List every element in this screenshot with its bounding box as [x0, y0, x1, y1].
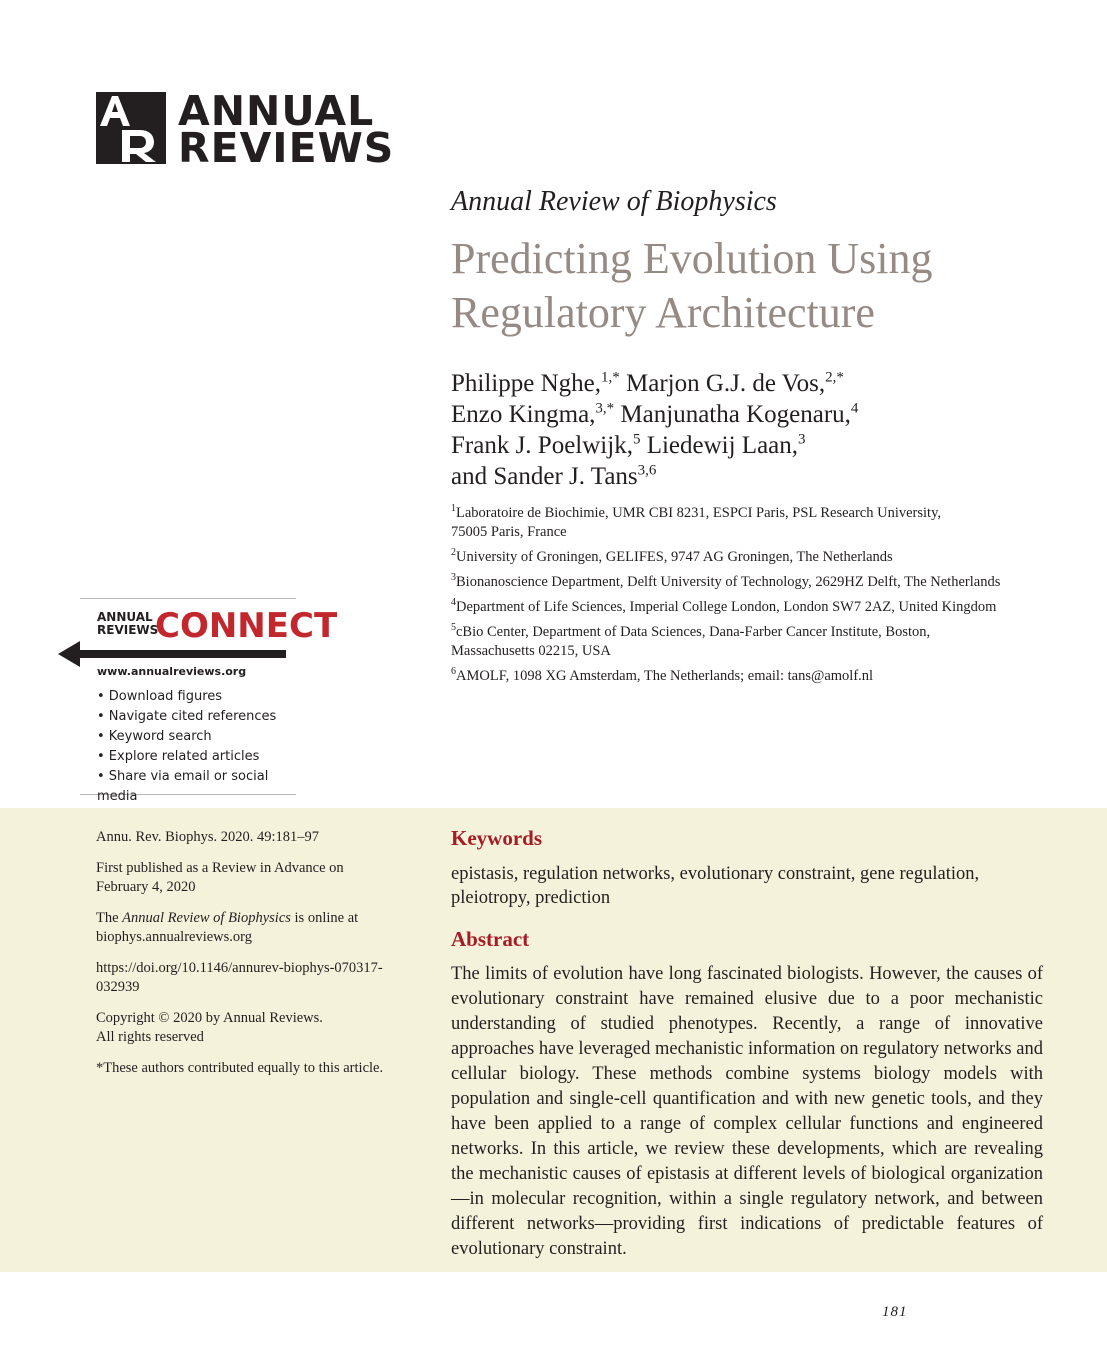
author-name: Philippe Nghe,	[451, 370, 601, 397]
connect-small-label	[97, 611, 158, 637]
affiliation-item	[451, 667, 1051, 686]
logo-word-annual: ANNUAL	[178, 87, 375, 135]
first-published-line-1: First published as a Review in Advance on	[96, 860, 344, 876]
page-number: 181	[882, 1304, 908, 1320]
connect-item-share[interactable]: • Share via email or social media	[97, 769, 269, 804]
connect-feature-list	[97, 687, 296, 807]
affiliation-item	[451, 573, 1051, 592]
connect-small-line-2: REVIEWS	[97, 623, 159, 637]
author-sup: 3,*	[595, 400, 615, 417]
affiliation-text: cBio Center, Department of Data Sciences, Dana-Farber Cancer Institute, Boston,	[456, 624, 931, 640]
author-sup: 3	[798, 431, 806, 448]
connect-item-keyword-search[interactable]: • Keyword search	[97, 729, 212, 744]
author-sup: 4	[850, 400, 859, 417]
logo-word-reviews: REVIEWS	[178, 124, 395, 172]
author-line	[451, 461, 1071, 492]
author-name: Enzo Kingma,	[451, 401, 596, 428]
author-name: Marjon G.J. de Vos,	[626, 370, 826, 397]
author-line	[451, 399, 1071, 430]
author-name: and Sander J. Tans	[451, 463, 638, 490]
copyright-line-1: Copyright © 2020 by Annual Reviews.	[96, 1010, 323, 1026]
affiliation-sup: 5	[451, 622, 456, 634]
affiliation-text-continued: Massachusetts 02215, USA	[451, 643, 611, 659]
affiliation-text: Bionanoscience Department, Delft University of Technology, 2629HZ Delft, The Netherlands	[456, 574, 1001, 590]
connect-box[interactable]	[80, 598, 338, 804]
ar-logo-mark-icon	[96, 92, 166, 164]
connect-item-explore-related[interactable]: • Explore related articles	[97, 749, 260, 764]
author-name: Manjunatha Kogenaru,	[620, 401, 851, 428]
author-sup: 1,*	[601, 369, 620, 386]
title-line-1: Predicting Evolution Using	[451, 234, 933, 283]
article-meta	[96, 828, 416, 1090]
affiliation-text-continued: 75005 Paris, France	[451, 524, 567, 540]
affiliation-sup: 6	[451, 666, 456, 678]
online-url-link[interactable]: biophys.annualreviews.org	[96, 929, 252, 945]
keywords-heading: Keywords	[451, 826, 542, 850]
doi-line-2: 032939	[96, 979, 140, 995]
title-line-2: Regulatory Architecture	[451, 288, 875, 337]
affiliation-text: University of Groningen, GELIFES, 9747 AG Groningen, The Netherlands	[456, 549, 893, 565]
author-sup: 5	[632, 431, 641, 448]
author-sup: 2,*	[825, 369, 844, 386]
author-name: Liedewij Laan,	[646, 432, 799, 459]
affiliation-item	[451, 623, 1051, 661]
copyright-line-2: All rights reserved	[96, 1029, 204, 1045]
article-title	[451, 232, 1071, 340]
author-list	[451, 368, 1071, 492]
author-name: Frank J. Poelwijk,	[451, 432, 633, 459]
online-note	[96, 909, 416, 947]
affiliation-text: Department of Life Sciences, Imperial College London, London SW7 2AZ, United Kingdom	[456, 599, 997, 615]
affiliation-item	[451, 598, 1051, 617]
affiliation-item	[451, 504, 1051, 542]
first-published-date: February 4, 2020	[96, 879, 196, 895]
connect-item-navigate-references[interactable]: • Navigate cited references	[97, 709, 277, 724]
affiliation-sup: 3	[451, 572, 456, 584]
online-note-post: is online at	[290, 910, 359, 926]
author-line	[451, 368, 1071, 399]
citation: Annu. Rev. Biophys. 2020. 49:181–97	[96, 829, 320, 845]
author-line	[451, 430, 1071, 461]
online-note-pre: The	[96, 910, 123, 926]
online-note-journal: Annual Review of Biophysics	[122, 910, 291, 926]
affiliation-list	[451, 504, 1051, 692]
journal-name: Annual Review of Biophysics	[451, 186, 777, 217]
connect-small-line-1: ANNUAL	[97, 610, 153, 624]
copyright	[96, 1009, 416, 1047]
affiliation-sup: 1	[451, 503, 456, 515]
abstract-text: The limits of evolution have long fascinated biologists. However, the causes of evolutionary constraint have remained elusive due to a poor mechanistic understanding of studied phenotypes. Recently, a range of innovative approaches have leveraged mechanistic information on regulatory networks and cellular biology. These methods combine systems biology models with population and single-cell quantification and with new genetic tools, and they have been applied to a range of complex cellular functions and engineered networks. In this article, we review these developments, which are revealing the mechanistic causes of epistasis at different levels of biological organization—in molecular recognition, within a single regulatory network, and between different networks—providing first indications of predictable features of evolutionary constraint.	[451, 964, 1043, 1259]
equal-contribution-note: *These authors contributed equally to this article.	[96, 1060, 384, 1076]
affiliation-text: AMOLF, 1098 XG Amsterdam, The Netherlands; email: tans@amolf.nl	[456, 668, 874, 684]
connect-item-download-figures[interactable]: • Download figures	[97, 689, 223, 704]
keywords-text: epistasis, regulation networks, evolutionary constraint, gene regulation, pleiotropy, prediction	[451, 864, 980, 908]
connect-url-link[interactable]: www.annualreviews.org	[97, 665, 247, 678]
author-sup: 3,6	[637, 462, 657, 479]
doi-link[interactable]	[96, 959, 416, 997]
connect-title: CONNECT	[155, 606, 338, 646]
affiliation-text: Laboratoire de Biochimie, UMR CBI 8231, ESPCI Paris, PSL Research University,	[456, 505, 942, 521]
affiliation-item	[451, 548, 1051, 567]
affiliation-sup: 4	[451, 597, 456, 609]
abstract-heading: Abstract	[451, 927, 530, 951]
affiliation-sup: 2	[451, 547, 456, 559]
first-published	[96, 859, 416, 897]
annual-reviews-logo[interactable]	[96, 87, 395, 172]
doi-line-1: https://doi.org/10.1146/annurev-biophys-070317-	[96, 960, 383, 976]
